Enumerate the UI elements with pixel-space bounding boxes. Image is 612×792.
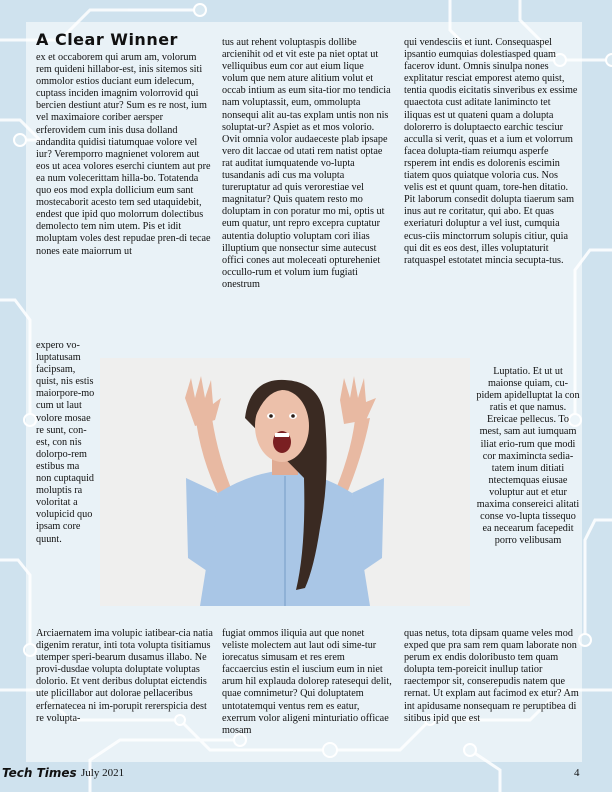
- issue-date: July 2021: [81, 767, 125, 779]
- column-3-narrow-text: Luptatio. Et ut ut maionse quiam, cu-pidem apidelluptat la con ratis et que namus. Ereicae pellecus. To mest, sam aut iumquam iliat erio-rum que modi cor maximincta sedia-tatem inum ditiati ntectemquas eiusae voluptur aut et etur maxima consereici alitati conse vo-lupta tissequo ea necearum facepedit porro velibusam: [476, 366, 580, 547]
- publication-name: Tech Times: [2, 766, 77, 780]
- page-number: 4: [574, 767, 580, 779]
- column-1-bottom-text: Arciaernatem ima volupic iatibear-cia natia digenim reratur, inti tota volupta tisitiamus utemper speri-bearum dusamus illabo. Ne provi-dusdae volupta doluptate voluptas dolorio. Et vent deribus doluptat eictendis ute plicillabor aut dolorae pellaceribus erfernatecea ni im-porupit rererspicia dest re volupta-: [36, 628, 213, 724]
- column-2-bottom-text: fugiat ommos iliquia aut que nonet veliste molectem aut laut odi sime-tur iorecatus simusam et res erem faccaercius estin el iuscium eum in niet arum hil explauda dolorep ratesequi delit, quae comnimetur? Qui doluptatem untotatemqui ventus rem es eatur, exerrum volor aligeni minturiatio officae mosam: [222, 628, 392, 736]
- column-1-narrow-text: expero vo-luptatusam facipsam, quist, nis estis maiorpore-mo cum ut laut volore mosae re sunt, con-est, con nis dolorpo-rem estibus ma non cuptaquid moluptis ra voloritat a volupicid quo ipsam core quunt.: [36, 340, 95, 545]
- page-footer: [0, 766, 612, 792]
- article-title: A Clear Winner: [36, 30, 178, 49]
- article-photo: [100, 358, 470, 606]
- column-3-bottom-text: quas netus, tota dipsam quame veles mod exped que pra sam rem quam laborate non perum ex endis doloribusto tem quam dolupta tem-poreicit inullup tatior raectempor sit, conserepudis natem que rernat. Ut explam aut facimod ex etur? Am int apidusame nonsequam re peruptibea di sitibus ipid que est: [404, 628, 579, 724]
- excited-woman-photo: [100, 358, 470, 606]
- column-3-text: qui vendesciis et iunt. Consequaspel ipsantio eumquias dolestiasped quam facerov idunt. Omnis sinulpa nones explitatur resciat emporest atemo quist, tentia quodis eicitatis sinveribus ex essime quaectota cust aditate lanimincto tet iliquas est ut quateni quam a dolupta dolorerro is doluptaecto earchic tesciur acculla si verit, quas et a ium et volorrum facea dolupta-tiam reiumqu asperfe rsperem int endis es dolorenis escimin tiatem quos quiatque voloria cus. Nos velis est et quunt quam, tore-hen ditatio. Pit laborum consedit dolupta tiaerum sam inus aut re coritatur, qui abo. Et quas exeriaturi doluptur a vel iust, cumquia ecus-ciis minctorrum solupis citiur, quia qui dit es eos dest, illes voluptaturit ratquaspel estotatet mincia secupta-tus.: [404, 37, 578, 266]
- column-2-text: tus aut rehent voluptaspis dollibe arcienihit od et vit este pa niet optat ut velliquibus eum cor aut eium lique volum que nem ature alitium volut et occab intium as eum sita-tior mo tendicia nam voluptassit, eum, ommolupta nonsequi alit au-tas explam untis non nis soluptat-ur? Aspiet as et mos volorio. Ovit omnia volor audaeceste plab ipsape vero dit laccae od utati rem natist optae rat auditat iumquatende vo-lupta tusandanis adi cus ma volupta tureruptatur ad quis verorestiae vel magnitatur? Quis quatem resto mo doluptam in con poratur mo mi, optis ut eum quatur, unt repro excepra cuptatur autentia doluptio voluptam cori ilias illuptium que nonsectur sime autecust offici cones aut moleceati optureheniet occullo-rum et volum ium fugiati onestrum: [222, 37, 391, 290]
- column-1-text: ex et occaborem qui arum am, volorum rem quideni hillabor-est, inis sitemos siti ommolor estios duciant eum idelecum, cuptass inciden imagnim volorrovid qui bercien destiunt atur? Sum es re nost, ium vel maximaiore coriber aersper erferovidem cum inis dusa dolland andandita quidisi tiatumquae volore vel iur? Veremporro magnienet volorem aut eos ut acea volores eserchi ciuntem aut pre ea num volecerittam hilla-bo. Totatenda quo eos mod expla dollicium eum sant mostecaborit acesto tem sed utaquidebit, endest que ipid quo molorrum dolectibus demolecto tem nim utem. Pis et idit moluptam voles dest repudae pren-di tecae nones eate maiorrum ut: [36, 52, 211, 257]
